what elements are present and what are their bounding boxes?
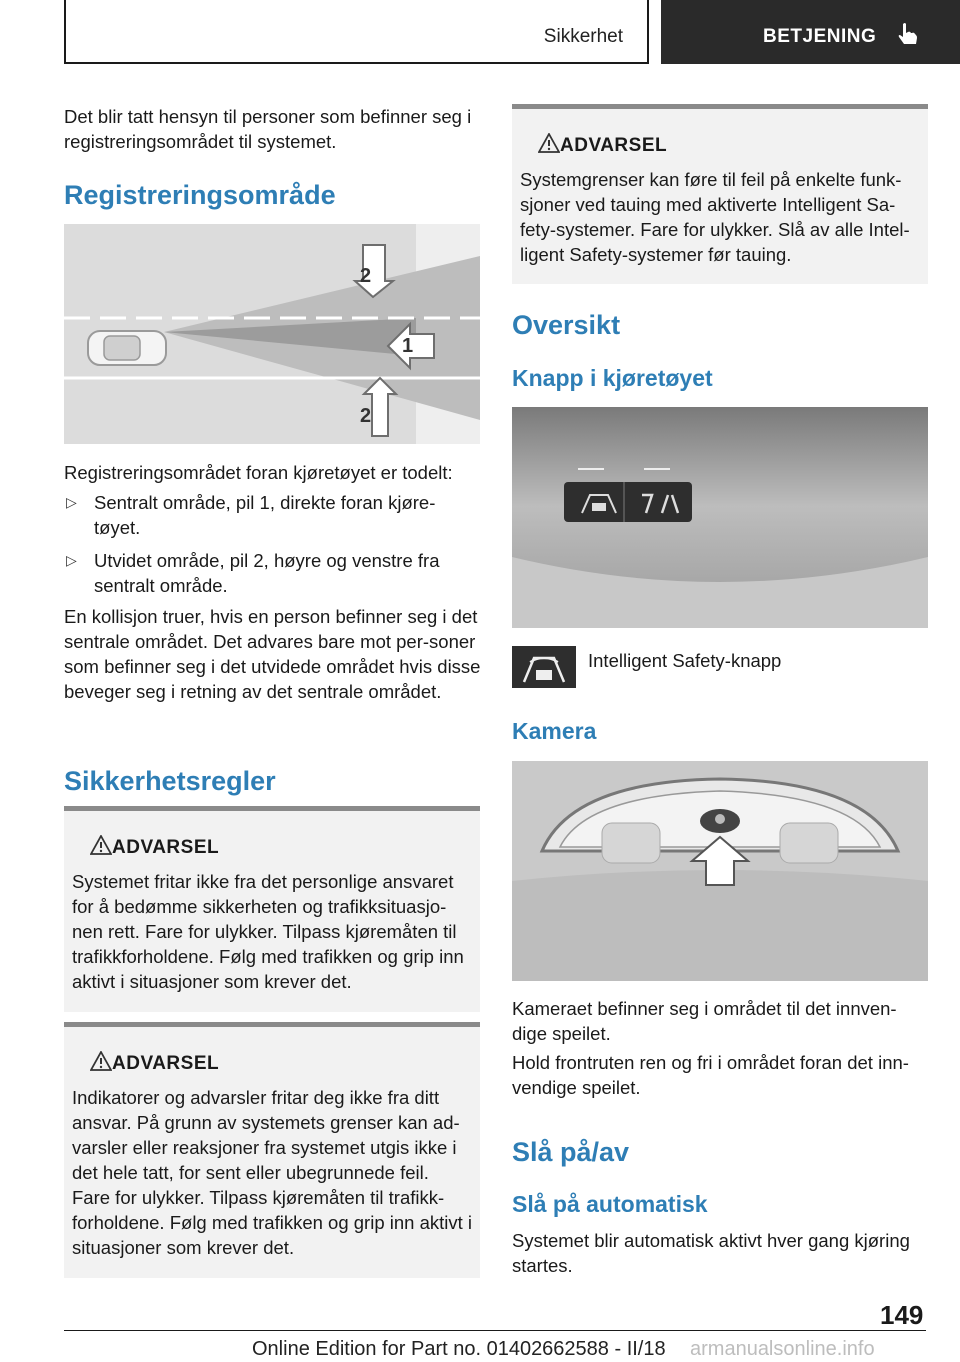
diagram-label-1: 1 <box>402 335 414 357</box>
button-photo <box>512 407 928 628</box>
heading-registration: Registreringsområde <box>64 180 336 210</box>
warning-text: Systemgrenser kan føre til feil på enkelte funk-sjoner ved tauing med aktiverte Intelligent Sa-fety-systemer. Fare for ulykker. Slå av alle Intel-ligent Safety-systemer før tauing. <box>520 169 910 265</box>
warning-box-3 <box>512 104 928 284</box>
camera-photo <box>512 761 928 981</box>
edition-text: Online Edition for Part no. 01402662588 - II/18 <box>252 1338 666 1360</box>
page-number: 149 <box>880 1300 924 1330</box>
list-item <box>64 548 480 598</box>
heading-camera: Kamera <box>512 718 597 744</box>
warning-box-1 <box>64 806 480 1012</box>
header-chapter-title: BETJENING <box>763 26 877 47</box>
warning-triangle-icon <box>538 133 560 153</box>
button-caption: Intelligent Safety-knapp <box>588 650 782 671</box>
camera-paragraph-1: Kameraet befinner seg i området til det innven-dige speilet. <box>512 998 897 1044</box>
warning-title: ADVARSEL <box>560 135 668 156</box>
heading-button-in-vehicle: Knapp i kjøretøyet <box>512 365 713 391</box>
footer-divider <box>64 1330 926 1331</box>
intro-paragraph: Det blir tatt hensyn til personer som befinner seg i registreringsområdet til systemet. <box>64 106 472 152</box>
header-section-title: Sikkerhet <box>543 26 623 47</box>
heading-safety-rules: Sikkerhetsregler <box>64 766 276 796</box>
warning-text: Indikatorer og advarsler fritar deg ikke fra ditt ansvar. På grunn av systemets grenser kan ad-varsler eller reaksjoner fra systemet utgis ikke i det hele tatt, for sent eller ubegrunnede feil. Fare for ulykker. Tilpass kjøremåten til trafikk-forholdene. Følg med trafikken og grip inn aktivt i situasjoner som krever det. <box>72 1087 472 1258</box>
warning-title: ADVARSEL <box>112 1053 220 1074</box>
triangle-bullet-icon: ▷ <box>66 494 77 510</box>
warning-title: ADVARSEL <box>112 837 220 858</box>
warning-text: Systemet fritar ikke fra det personlige ansvaret for å bedømme sikkerheten og trafikksituasjo-nen rett. Fare for ulykker. Tilpass kjøremåten til trafikkforholdene. Følg med trafikken og grip inn aktivt i situasjoner som krever det. <box>72 871 464 992</box>
triangle-bullet-icon: ▷ <box>66 552 77 568</box>
bullet-list <box>64 490 480 598</box>
registration-area-diagram <box>64 224 480 444</box>
warning-triangle-icon <box>90 1051 112 1071</box>
list-item <box>64 490 480 540</box>
heading-on-off: Slå på/av <box>512 1137 630 1167</box>
bullet-text: Sentralt område, pil 1, direkte foran kjøre-tøyet. <box>94 492 436 538</box>
collision-paragraph: En kollisjon truer, hvis en person befinner seg i det sentrale området. Det advares bare mot per-soner som befinner seg i det utvidede området hvis disse beveger seg i retning av det sentrale området. <box>64 606 481 702</box>
warning-triangle-icon <box>90 835 112 855</box>
heading-overview: Oversikt <box>512 310 621 340</box>
hand-pointer-icon <box>896 22 918 46</box>
auto-paragraph: Systemet blir automatisk aktivt hver gang kjøring startes. <box>512 1230 910 1276</box>
registration-text: Registreringsområdet foran kjøretøyet er todelt: <box>64 462 453 483</box>
header-section-box <box>64 0 649 64</box>
diagram-label-2-bottom: 2 <box>360 405 372 427</box>
intelligent-safety-icon <box>512 646 576 688</box>
warning-box-2 <box>64 1022 480 1278</box>
camera-paragraph-2: Hold frontruten ren og fri i området foran det inn-vendige speilet. <box>512 1052 909 1098</box>
header-chapter-tab <box>661 0 960 64</box>
watermark-text: armanualsonline.info <box>690 1338 875 1360</box>
heading-auto-on: Slå på automatisk <box>512 1191 708 1217</box>
car-top-view-icon <box>88 331 166 365</box>
camera-icon <box>700 809 740 833</box>
bullet-text: Utvidet område, pil 2, høyre og venstre fra sentralt område. <box>94 550 440 596</box>
diagram-label-2-top: 2 <box>360 265 372 287</box>
